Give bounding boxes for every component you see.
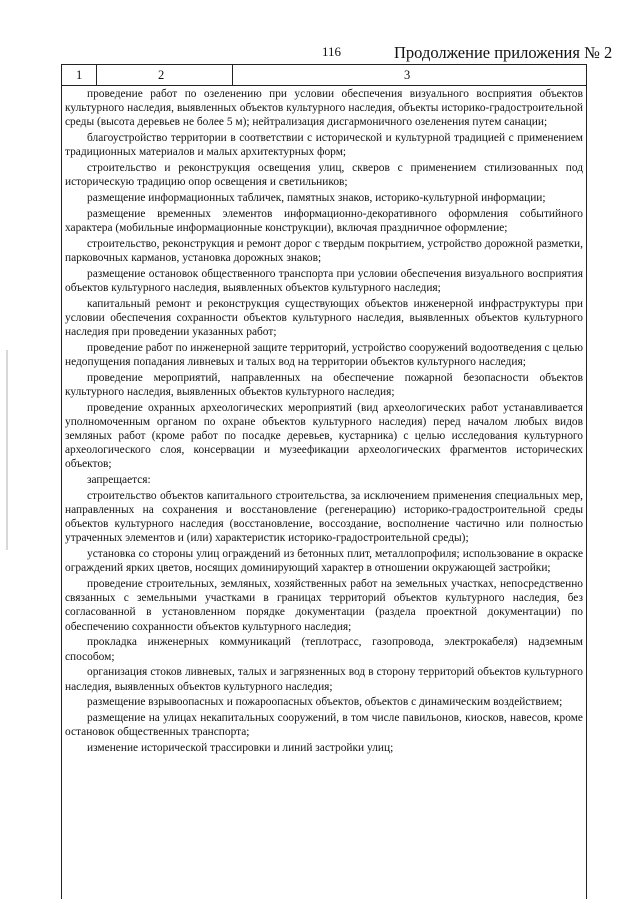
column-header-2: 2 <box>158 68 165 82</box>
column-header-3: 3 <box>404 68 411 82</box>
table-paragraph: капитальный ремонт и реконструкция существующих объектов инженерной инфраструктуры при условии обеспечения сохранности объектов культурного наследия, выявленных объектов культурного наследия при проведении указанных работ; <box>65 297 583 339</box>
table-paragraph: благоустройство территории в соответствии с исторической и культурной традицией с применением традиционных материалов и малых архитектурных форм; <box>65 132 583 159</box>
table-paragraph: строительство объектов капитального строительства, за исключением применения специальных мер, направленных на сохранения и восстановление (регенерацию) историко-градостроительной среды объектов культурного наследия (восстановление, воссоздание, восполнение частично или полностью утраченных элементов и (или) характеристик историко-градостроительной среды); <box>65 490 583 545</box>
table-paragraph: размещение на улицах некапитальных сооружений, в том числе павильонов, киосков, навесов, кроме остановок общественных транспорта; <box>65 712 583 739</box>
column-divider <box>232 65 233 85</box>
column-header-1: 1 <box>76 68 83 82</box>
table-paragraph: строительство и реконструкция освещения улиц, скверов с применением стилизованных под историческую традицию опор освещения и светильников; <box>65 162 583 189</box>
table-paragraph: проведение охранных археологических мероприятий (вид археологических работ устанавливается уполномоченным органом по охране объектов культурного наследия) перед началом любых видов земляных работ (кроме работ по посадке деревьев, кустарника) с целью исследования культурного археологического слоя, консервации и музеефикации археологических фрагментов исторических объектов; <box>65 401 583 471</box>
table-paragraph: проведение мероприятий, направленных на обеспечение пожарной безопасности объектов культурного наследия, выявленных объектов культурного наследия; <box>65 371 583 399</box>
table-paragraph: размещение остановок общественного транспорта при условии обеспечения визуального восприятия объектов культурного наследия, выявленных объектов культурного наследия; <box>65 267 583 294</box>
table-paragraph: прокладка инженерных коммуникаций (теплотрасс, газопровода, электрокабеля) надземным способом; <box>65 636 583 663</box>
appendix-title: Продолжение приложения № 2 <box>394 43 613 62</box>
page-number: 116 <box>322 44 342 59</box>
table-paragraph: строительство, реконструкция и ремонт дорог с твердым покрытием, устройство дорожной разметки, парковочных карманов, установка дорожных знаков; <box>65 237 583 265</box>
table-paragraph: изменение исторической трассировки и линий застройки улиц; <box>87 742 394 755</box>
table-paragraph: проведение строительных, земляных, хозяйственных работ на земельных участках, непосредственно связанных с земельными участками в границах территорий объектов культурного наследия, без согласованной в установленном порядке документации (раздела проектной документации) по обеспечению сохранности объектов культурного наследия; <box>65 578 583 633</box>
table-paragraph: установка со стороны улиц ограждений из бетонных плит, металлопрофиля; использование в окраске ограждений ярких цветов, носящих доминирующий характер в отношении окружающей застройки; <box>65 548 583 575</box>
table-paragraph: проведение работ по инженерной защите территорий, устройство сооружений водоотведения с целью недопущения попадания ливневых и талых вод на территории объектов культурного наследия; <box>65 341 583 369</box>
table-body-text <box>65 87 583 757</box>
column-divider <box>96 65 97 85</box>
table-paragraph: проведение работ по озеленению при условии обеспечения визуального восприятия объектов культурного наследия, выявленных объектов культурного наследия, объекты историко-градостроительной среды (высота деревьев не более 5 м); нейтрализация дисгармоничного озеленения путем санации; <box>65 88 583 129</box>
table-header-row <box>62 65 586 86</box>
table-paragraph: организация стоков ливневых, талых и загрязненных вод в сторону территорий объектов культурного наследия, выявленных объектов культурного наследия; <box>65 666 583 693</box>
table-paragraph: запрещается: <box>87 474 151 487</box>
document-table <box>61 64 587 899</box>
table-paragraph: размещение временных элементов информационно-декоративного оформления событийного характера (мобильные информационные конструкции), включая праздничное оформление; <box>65 207 583 235</box>
table-paragraph: размещение взрывоопасных и пожароопасных объектов, объектов с динамическим воздействием; <box>87 696 563 709</box>
scan-artifact <box>6 350 8 550</box>
table-paragraph: размещение информационных табличек, памятных знаков, историко-культурной информации; <box>87 192 546 205</box>
